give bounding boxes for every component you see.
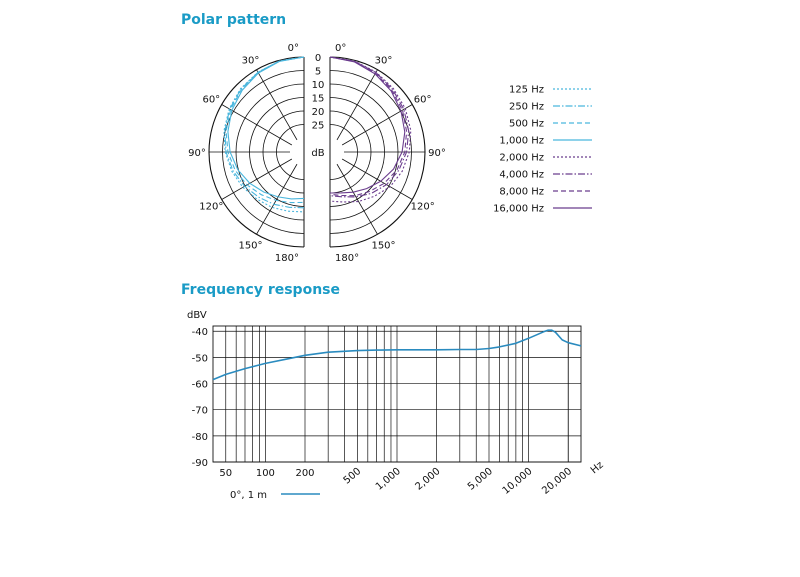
y-tick-label: -40 (191, 327, 208, 339)
radial-tick-label: 15 (311, 93, 325, 105)
legend-label: 250 Hz (508, 101, 544, 113)
right-angle-label: 150° (371, 240, 396, 252)
left-angle-label: 30° (241, 55, 260, 67)
x-tick-label: 2,000 (413, 465, 443, 493)
y-tick-label: -70 (191, 405, 208, 417)
x-tick-label: 1,000 (373, 465, 403, 493)
legend-label: 8,000 Hz (499, 186, 544, 198)
legend-label: 125 Hz (508, 84, 544, 96)
x-axis-unit-label: Hz (588, 459, 606, 477)
radial-tick-label: 10 (311, 80, 325, 91)
radial-tick-label: 0 (314, 53, 322, 64)
right-angle-label: 120° (410, 201, 435, 213)
x-tick-label: 10,000 (500, 465, 535, 497)
legend-label: 2,000 Hz (499, 152, 544, 164)
left-angle-label: 120° (199, 201, 224, 213)
left-angle-label: 150° (238, 240, 263, 252)
x-tick-label: 500 (341, 465, 364, 487)
frequency-response-title: Frequency response (181, 282, 340, 298)
y-tick-label: -50 (191, 353, 208, 365)
left-angle-label: 180° (274, 253, 299, 264)
left-angle-label: 60° (202, 94, 221, 106)
y-axis-label: dBV (187, 310, 207, 321)
radial-tick-label: 20 (311, 107, 325, 118)
legend-label: 16,000 Hz (493, 203, 544, 215)
frequency-grid (213, 326, 581, 462)
x-tick-label: 50 (219, 468, 233, 479)
legend-label: 500 Hz (508, 118, 544, 130)
right-angle-label: 30° (374, 55, 393, 67)
right-angle-label: 0° (335, 43, 347, 54)
polar-pattern-title: Polar pattern (181, 12, 287, 28)
x-tick-label: 200 (295, 468, 315, 479)
legend-label: 1,000 Hz (499, 135, 544, 147)
x-tick-label: 100 (255, 468, 275, 479)
radial-tick-label: 25 (311, 120, 325, 132)
y-tick-label: -60 (191, 379, 208, 391)
radial-tick-label: 5 (314, 66, 322, 78)
left-angle-label: 0° (287, 43, 299, 54)
y-tick-label: -90 (191, 458, 208, 469)
y-tick-label: -80 (191, 431, 208, 443)
legend-label: 4,000 Hz (499, 169, 544, 181)
right-angle-label: 90° (428, 148, 446, 159)
x-tick-label: 20,000 (540, 465, 575, 497)
left-angle-label: 90° (188, 148, 206, 159)
right-angle-label: 180° (335, 253, 360, 264)
response-legend-label: 0°, 1 m (229, 490, 267, 501)
radial-unit-label: dB (311, 148, 325, 159)
x-tick-label: 5,000 (465, 465, 495, 493)
right-angle-label: 60° (413, 94, 432, 106)
